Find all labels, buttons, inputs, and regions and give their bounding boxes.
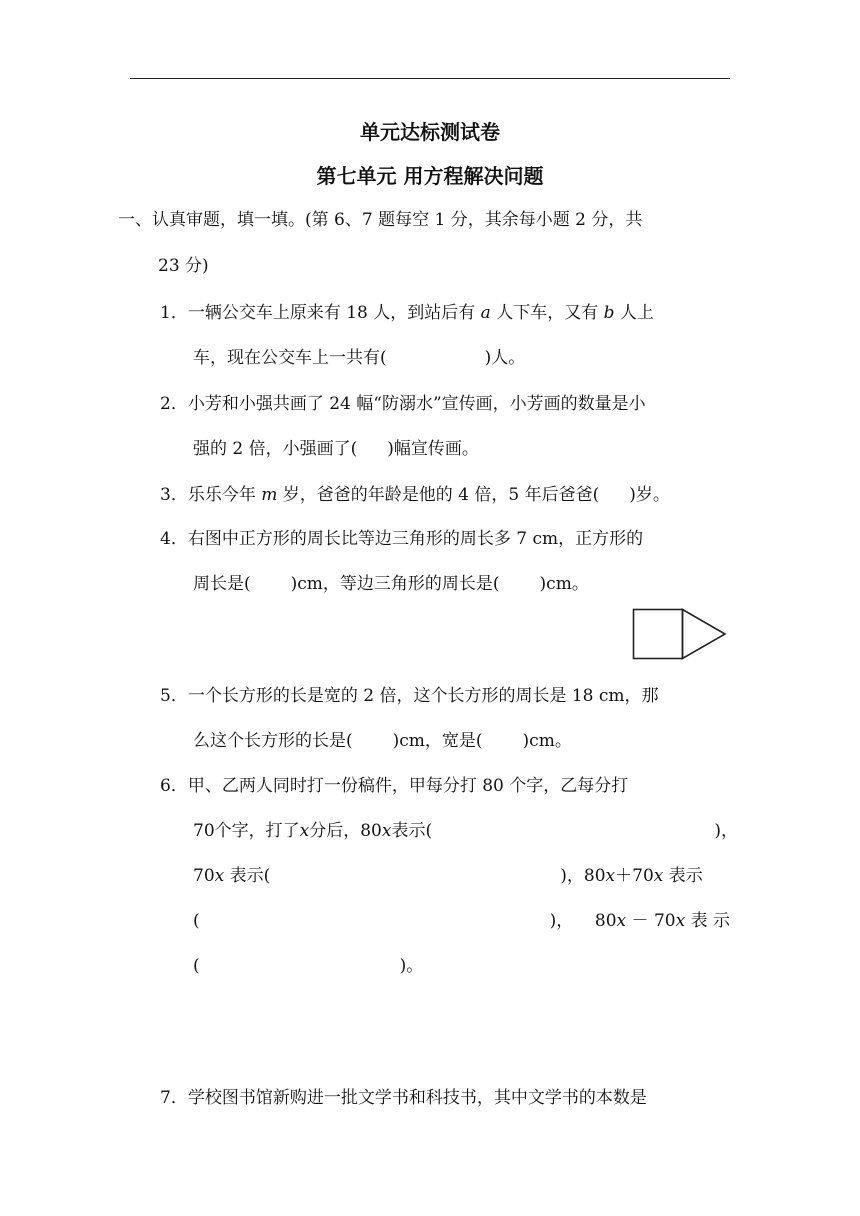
section-heading: [118, 205, 642, 230]
question-1-cont: [193, 343, 525, 368]
question-text: 人上: [614, 303, 654, 323]
variable-x: x: [299, 821, 310, 841]
blank-open: (: [193, 956, 200, 976]
question-text: 表示(: [224, 866, 271, 886]
question-text: 小芳和小强共画了 24 幅“防溺水”宣传画，小芳画的数量是小: [187, 394, 646, 414]
question-text-group: [193, 816, 432, 841]
question-5-cont: [193, 726, 572, 751]
question-3: [160, 480, 670, 505]
question-text: 甲、乙两人同时打一份稿件，甲每分打 80 个字，乙每分打: [187, 776, 629, 796]
variable-x: x: [214, 866, 225, 886]
question-text: )cm。: [539, 574, 589, 594]
question-2-cont: [193, 434, 479, 459]
question-6-line2: [193, 816, 738, 841]
question-text: 乐乐今年: [187, 485, 262, 505]
question-text: 人下车，又有: [490, 303, 604, 323]
blank-close: )，: [549, 911, 574, 931]
question-text: ＋70: [615, 866, 654, 886]
question-text: 学校图书馆新购进一批文学书和科技书，其中文学书的本数是: [187, 1088, 647, 1108]
question-number: 7．: [160, 1088, 188, 1108]
variable-x: x: [653, 866, 664, 886]
question-text: 分后，80: [309, 821, 382, 841]
question-text: － 70: [626, 911, 676, 931]
question-text: 一辆公交车上原来有 18 人，到站后有: [187, 303, 481, 323]
question-text: 岁，爸爸的年龄是他的 4 倍，5 年后爸爸(: [277, 485, 600, 505]
unit-subtitle: 第七单元 用方程解决问题: [316, 164, 544, 188]
question-text: 表示: [663, 866, 703, 886]
question-6-line4: [193, 906, 730, 931]
question-4-cont: [193, 569, 589, 594]
question-7: [160, 1083, 647, 1108]
question-text: )人。: [484, 348, 526, 368]
question-text: )岁。: [629, 485, 670, 505]
question-4: [160, 524, 643, 549]
question-text: 么这个长方形的长是(: [193, 731, 353, 751]
question-text: 车，现在公交车上一共有(: [193, 348, 387, 368]
question-number: 3．: [160, 485, 188, 505]
question-text: 70: [193, 866, 215, 886]
question-number: 2．: [160, 394, 188, 414]
square-shape: [634, 610, 683, 659]
question-5: [160, 681, 659, 706]
answer-blank-group[interactable]: [193, 906, 573, 931]
question-6-line5: [193, 951, 423, 976]
variable-b: b: [603, 303, 615, 323]
question-6: [160, 771, 628, 796]
triangle-shape: [683, 610, 726, 659]
question-text: 表 示: [685, 911, 730, 931]
section-heading-text: 一、认真审题，填一填。(第 6、7 题每空 1 分，其余每小题 2 分，共: [118, 210, 643, 230]
section-heading-score: 23 分): [158, 256, 209, 276]
question-2: [160, 389, 646, 414]
question-6-line3: [193, 861, 703, 886]
question-1: [160, 298, 654, 323]
blank-open: (: [193, 911, 200, 931]
question-number: 4．: [160, 529, 188, 549]
blank-close: )。: [399, 956, 424, 976]
top-rule: [130, 78, 730, 79]
question-text: 强的 2 倍，小强画了(: [193, 439, 358, 459]
question-text: 70个字，打了: [193, 821, 300, 841]
question-text: 周长是(: [193, 574, 251, 594]
page-title: 单元达标测试卷: [360, 120, 500, 144]
variable-m: m: [261, 485, 278, 505]
section-heading-cont: [158, 251, 209, 276]
question-number: 1．: [160, 303, 188, 323]
square-triangle-figure: [632, 608, 732, 662]
question-text: )cm，等边三角形的周长是(: [290, 574, 500, 594]
question-text: )，80: [560, 866, 606, 886]
question-text: )幅宣传画。: [387, 439, 479, 459]
question-number: 6．: [160, 776, 188, 796]
question-text: )cm，宽是(: [392, 731, 483, 751]
variable-x: x: [605, 866, 616, 886]
question-number: 5．: [160, 686, 188, 706]
question-text-group: [595, 906, 730, 931]
question-text: 右图中正方形的周长比等边三角形的周长多 7 cm，正方形的: [187, 529, 644, 549]
question-text: 80: [594, 911, 617, 931]
blank-close[interactable]: )，: [714, 821, 738, 841]
question-text: 一个长方形的长是宽的 2 倍，这个长方形的周长是 18 cm，那: [187, 686, 659, 706]
question-text: 表示(: [391, 821, 433, 841]
variable-x: x: [616, 911, 627, 931]
variable-a: a: [480, 303, 491, 323]
variable-x: x: [675, 911, 686, 931]
question-text: )cm。: [522, 731, 572, 751]
variable-x: x: [381, 821, 392, 841]
